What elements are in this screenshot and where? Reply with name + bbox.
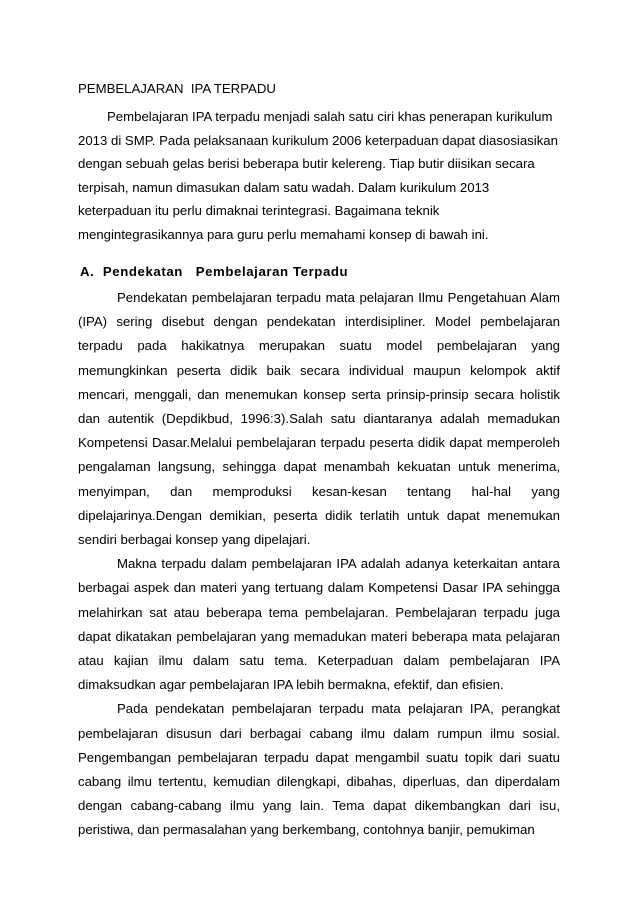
intro-section — [78, 105, 560, 246]
body-paragraph: Pendekatan pembelajaran terpadu mata pelajaran Ilmu Pengetahuan Alam (IPA) sering disebut dengan pendekatan interdisipliner. Model pembelajaran terpadu pada hakikatnya merupakan suatu model pembelajaran yang memungkinkan peserta didik baik secara individual maupun kelompok aktif mencari, menggali, dan menemukan konsep serta prinsip-prinsip secara holistik dan autentik (Depdikbud, 1996:3).Salah satu diantaranya adalah memadukan Kompetensi Dasar.Melalui pembelajaran terpadu peserta didik dapat memperoleh pengalaman langsung, sehingga dapat menambah kekuatan untuk menerima, menyimpan, dan memproduksi kesan-kesan tentang hal-hal yang dipelajarinya.Dengan demikian, peserta didik terlatih untuk dapat menemukan sendiri berbagai konsep yang dipelajari. — [78, 290, 560, 548]
section-body — [78, 286, 560, 843]
intro-paragraph: Pembelajaran IPA terpadu menjadi salah satu ciri khas penerapan kurikulum 2013 di SMP. Pada pelaksanaan kurikulum 2006 keterpaduan dapat diasosiasikan dengan sebuah gelas berisi beberapa butir kelereng. Tiap butir diisikan secara terpisah, namun dimasukan dalam satu wadah. Dalam kurikulum 2013 keterpaduan itu perlu dimaknai terintegrasi. Bagaimana teknik mengintegrasikannya para guru perlu memahami konsep di bawah ini. — [78, 109, 558, 242]
section-heading: A. Pendekatan Pembelajaran Terpadu — [80, 264, 349, 279]
body-paragraph: Makna terpadu dalam pembelajaran IPA adalah adanya keterkaitan antara berbagai aspek dan materi yang tertuang dalam Kompetensi Dasar IPA sehingga melahirkan sat atau beberapa tema pembelajaran. Pembelajaran terpadu juga dapat dikatakan pembelajaran yang memadukan materi beberapa mata pelajaran atau kajian ilmu dalam satu tema. Keterpaduan dalam pembelajaran IPA dimaksudkan agar pembelajaran IPA lebih bermakna, efektif, dan efisien. — [78, 556, 560, 693]
body-paragraph: Pada pendekatan pembelajaran terpadu mata pelajaran IPA, perangkat pembelajaran disusun dari berbagai cabang ilmu dalam rumpun ilmu sosial. Pengembangan pembelajaran terpadu dapat mengambil suatu topik dari suatu cabang ilmu tertentu, kemudian dilengkapi, dibahas, diperluas, dan diperdalam dengan cabang-cabang ilmu yang lain. Tema dapat dikembangkan dari isu, peristiwa, dan permasalahan yang berkembang, contohnya banjir, pemukiman — [78, 701, 560, 838]
document-title: PEMBELAJARAN IPA TERPADU — [78, 81, 276, 96]
